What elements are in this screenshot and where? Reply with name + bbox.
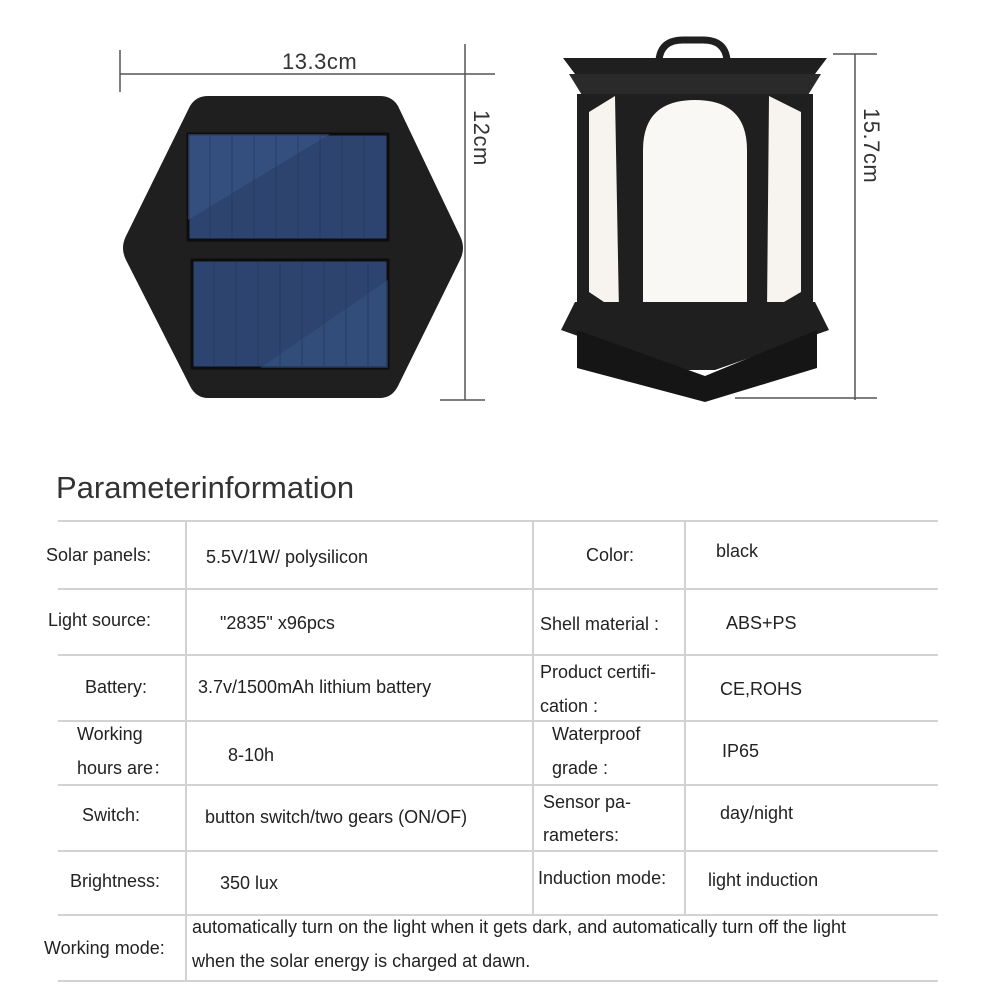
brightness-label: Brightness: [70,871,161,891]
battery-label: Battery: [85,677,148,697]
solar-panels-value: 5.5V/1W/ polysilicon [206,547,369,567]
table-column-rule [185,520,187,982]
light-source-label: Light source: [48,610,152,630]
brightness-value: 350 lux [220,873,279,893]
working-hours-label-line1: Working [77,724,143,744]
sensor-label-line2: rameters: [543,825,620,845]
section-title: Parameterinformation [56,470,355,505]
shell-material-label: Shell material : [540,614,660,634]
lantern-view [555,30,885,420]
induction-label: Induction mode: [538,868,667,888]
table-column-rule [684,520,686,916]
lantern-handle [659,40,727,60]
color-value: black [716,541,759,561]
certification-label-line1: Product certifi- [540,662,657,682]
switch-label: Switch: [82,805,141,825]
working-mode-value-line2: when the solar energy is charged at dawn. [192,951,531,971]
width-dimension-label: 13.3cm [282,49,358,74]
lantern-window-right [767,96,801,312]
working-hours-value: 8-10h [228,745,275,765]
table-column-rule [532,520,534,916]
lantern-window-left [589,96,619,312]
sensor-label-line1: Sensor pa- [543,792,632,812]
color-label: Color: [586,545,635,565]
working-mode-label: Working mode: [44,938,165,958]
table-rule [58,588,938,590]
switch-value: button switch/two gears (ON/OF) [205,807,468,827]
light-source-value: "2835" x96pcs [220,613,335,633]
lantern-window-front [643,100,747,330]
solar-panels-label: Solar panels: [46,545,152,565]
panel-height-dimension-label: 12cm [469,110,494,166]
shell-material-value: ABS+PS [726,613,797,633]
waterproof-value: IP65 [722,741,760,761]
solar-panel-view [100,30,500,420]
working-mode-value-line1: automatically turn on the light when it gets dark, and automatically turn off the light [192,917,847,937]
battery-value: 3.7v/1500mAh lithium battery [198,677,432,697]
certification-label-line2: cation : [540,696,599,716]
table-rule [58,980,938,982]
table-rule [58,654,938,656]
table-rule [58,520,938,522]
sensor-value: day/night [720,803,794,823]
waterproof-label-line1: Waterproof [552,724,641,744]
table-rule [58,850,938,852]
certification-value: CE,ROHS [720,679,803,699]
lantern-roof [563,58,827,74]
lantern-height-dimension-label: 15.7cm [859,108,884,184]
working-hours-label-line2: hours are： [77,758,172,778]
waterproof-label-line2: grade : [552,758,609,778]
table-rule [58,720,938,722]
induction-value: light induction [708,870,819,890]
table-rule [58,784,938,786]
